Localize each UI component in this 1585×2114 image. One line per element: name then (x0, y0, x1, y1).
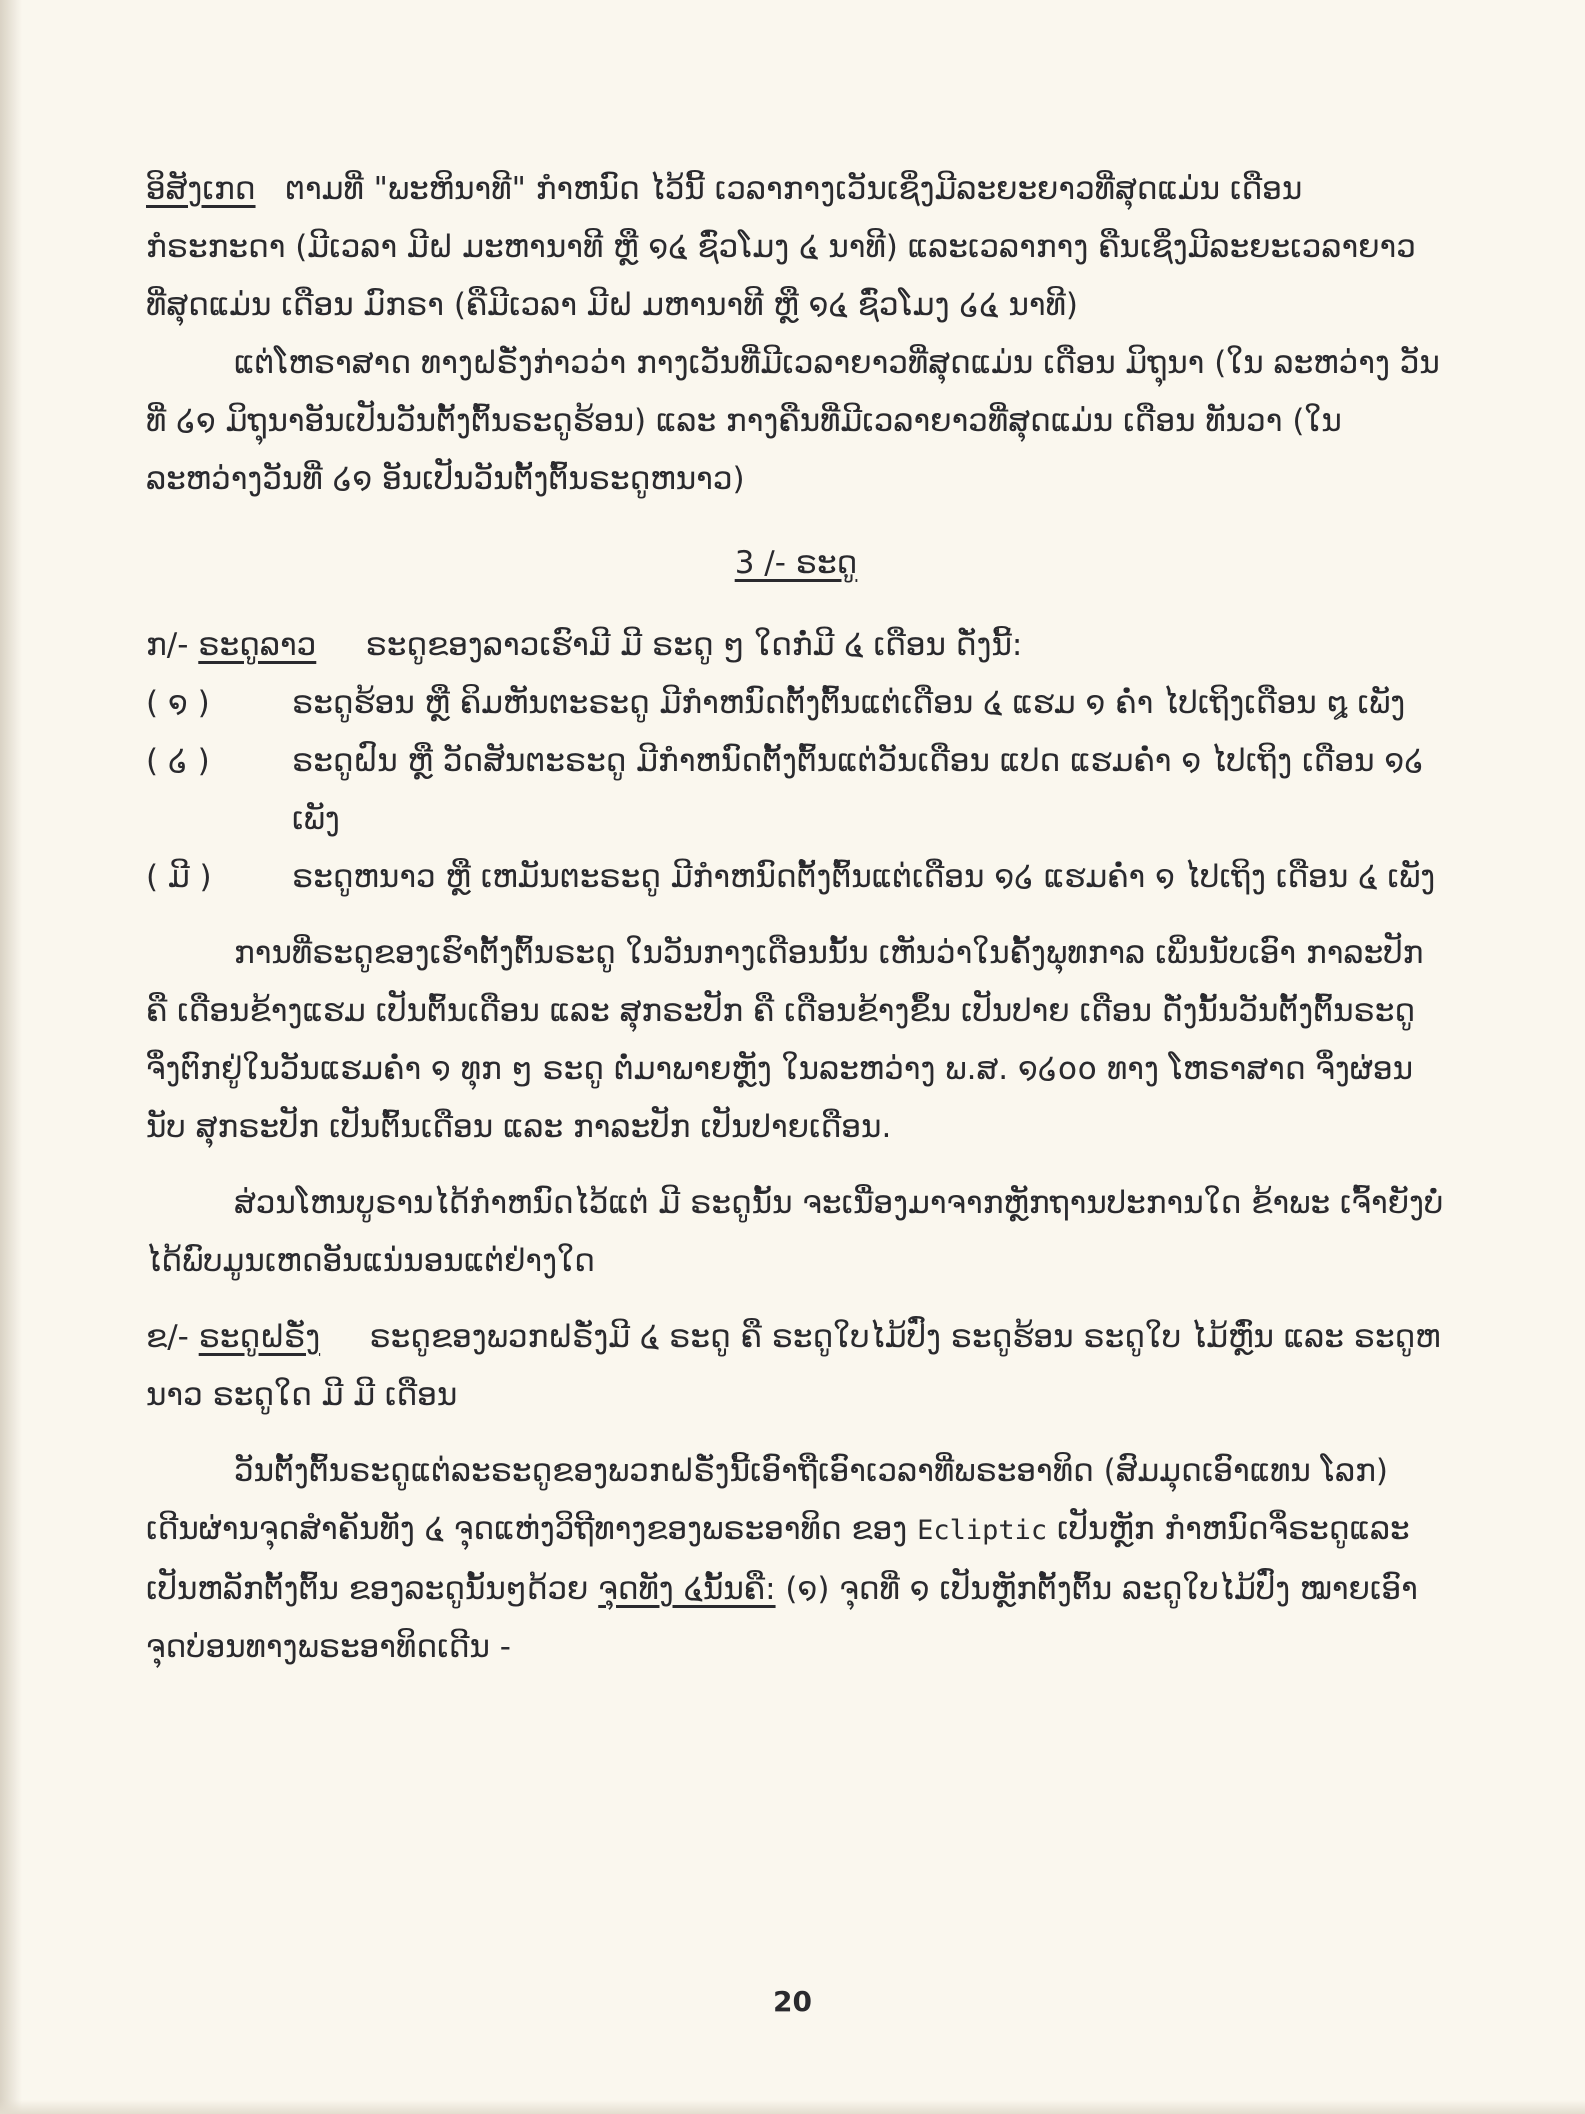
subsection-b-label: ຂ/- (146, 1319, 189, 1355)
subsection-lao-seasons (146, 616, 1446, 674)
ecliptic-term: Ecliptic (917, 1515, 1048, 1546)
ecliptic-text-part2: ເປັນຫຼັກ ກໍາຫນົດຈຶ່ຣະດູແລະເປັນຫລັກຕັ້ງຕົ້ນ ຂອງລະດູນັ້ນໆດ້ວຍ (146, 1511, 1410, 1607)
subsection-b-heading: ຣະດູຝຣັ່ງ (198, 1319, 321, 1355)
paragraph-ancient-origin: ສ່ວນໂຫນບູຣານໄດ້ກໍາຫນົດໄວ້ແຕ່ ມີ ຣະດູນັ້ນ ຈະເນື່ອງມາຈາກຫຼັກຖານປະການໃດ ຂ້າພະ ເຈົ້າຍັງບໍ່ໄດ້ພົບມູນເຫດອັນແນ່ນອນແຕ່ຢ່າງໃດ (146, 1185, 1444, 1279)
subsection-a-label: ກ/- (146, 627, 189, 663)
list-item (146, 732, 1446, 848)
list-item (146, 848, 1446, 906)
page-bottom-shadow (0, 2100, 1585, 2114)
page-number: 20 (773, 1985, 812, 2018)
subsection-a-text: ຣະດູຂອງລາວເຮົາມີ ມີ ຣະດູ ໆ ໃດກໍ່ມີ ໔ ເດືອນ ດັ່ງນີ້: (365, 627, 1023, 663)
ecliptic-text-part1: ວັນຕັ້ງຕົ້ນຣະດູແຕ່ລະຣະດູຂອງພວກຝຣັ່ງນີ້ເອົາຖືເອົາເວລາທີ່ພຣະອາທິດ (ສົມມຸດເອົາແທນ ໂລກ) ເດີນຜ່ານຈຸດສໍາຄັນທັງ ໔ ຈຸດແຫ່ງວິຖີທາງຂອງພຣະອາທິດ ຂອງ (146, 1453, 1388, 1547)
paragraph-season-start: ການທີ່ຣະດູຂອງເຮົາຕັ້ງຕົ້ນຣະດູ ໃນວັນກາງເດືອນນັ້ນ ເຫັນວ່າໃນຄັ້ງພຸທກາລ ເພິ່ນນັບເອົາ ກາລະປັກ ຄື ເດືອນຂ້າງແຮມ ເປັນຕົ້ນເດືອນ ແລະ ສຸກຣະປັກ ຄື ເດືອນຂ້າງຂຶ້ນ ເປັນປາຍ ເດືອນ ດັ່ງນັ້ນວັນຕັ້ງຕົ້ນຣະດູຈຶ່ງຕົກຢູ່ໃນວັນແຮມຄໍ່າ ໑ ທຸກ ໆ ຣະດູ ຕໍ່ມາພາຍຫຼັງ ໃນລະຫວ່າງ ພ.ສ. ໑໒໐໐ ທາງ ໂຫຣາສາດ ຈຶ່ງຜ່ອນນັບ ສຸກຣະປັກ ເປັນຕົ້ນເດືອນ ແລະ ກາລະປັກ ເປັນປາຍເດືອນ. (146, 935, 1424, 1145)
document-body (146, 160, 1446, 1676)
subsection-western-seasons (146, 1308, 1446, 1424)
observation-text: ຕາມທີ່ "ພະຫິນາທີ" ກໍາຫນົດ ໄວ້ນີ້ ເວລາກາງເວັນເຊິ່ງມີລະຍະຍາວທີ່ສຸດແມ່ນ ເດືອນ ກໍຣະກະດາ (ມີເວລາ ມີຝ ມະຫານາທີ ຫຼື ໑໔ ຊົ່ວໂມງ ໔ ນາທີ) ແລະເວລາກາງ ຄືນເຊິ່ງມີລະຍະເວລາຍາວທີ່ສຸດແມ່ນ ເດືອນ ມົກຣາ (ຄືມີເວລາ ມີຝ ມຫານາທີ ຫຼື ໑໔ ຊົ່ວໂມງ ໒໔ ນາທີ) (146, 171, 1416, 323)
list-item-text: ຣະດູຝົນ ຫຼື ວັດສັນຕະຣະດູ ມີກໍາຫນົດຕັ້ງຕົ້ນແຕ່ວັນເດືອນ ແປດ ແຮມຄໍ່າ ໑ ໄປເຖິງ ເດືອນ ໑໒ ເພັງ (292, 743, 1425, 837)
list-item-number: ( ໑ ) (146, 685, 210, 721)
ecliptic-text-part3: (໑) ຈຸດທີ່ ໑ ເປັນຫຼັກຕັ້ງຕົ້ນ ລະດູໃບໄມ້ປົ່ງ ໝາຍເອົາຈຸດບ່ອນທາງພຣະອາທິດເດີນ - (146, 1571, 1418, 1665)
list-item-number: ( ມີ ) (146, 859, 212, 895)
list-item (146, 674, 1446, 732)
paragraph-western-astrology: ແຕ່ໂຫຣາສາດ ທາງຝຣັ່ງກ່າວວ່າ ກາງເວັນທີ່ມີເວລາຍາວທີ່ສຸດແມ່ນ ເດືອນ ມິຖຸນາ (ໃນ ລະຫວ່າງ ວັນທີ່ ໒໑ ມິຖຸນາອັນເປັນວັນຕັ້ງຕົ້ນຣະດູຮ້ອນ) ແລະ ກາງຄືນທີ່ມີເວລາຍາວທີ່ສຸດແມ່ນ ເດືອນ ທັນວາ (ໃນລະຫວ່າງວັນທີ່ ໒໑ ອັນເປັນວັນຕັ້ງຕົ້ນຣະດູຫນາວ) (146, 345, 1440, 497)
paragraph-ecliptic (146, 1442, 1446, 1676)
list-item-number: ( ໒ ) (146, 743, 210, 779)
list-item-text: ຣະດູຫນາວ ຫຼື ເຫມັນຕະຣະດູ ມີກໍາຫນົດຕັ້ງຕົ້ນແຕ່ເດືອນ ໑໒ ແຮມຄໍ່າ ໑ ໄປເຖິງ ເດືອນ ໔ ເພັງ (292, 859, 1436, 895)
ecliptic-points-label: ຈຸດທັງ ໔ນັ້ນຄື: (598, 1571, 776, 1607)
section-heading-text: 3 /- ຣະດູ (734, 545, 858, 581)
page-edge-shadow (0, 0, 22, 2114)
subsection-a-heading: ຣະດູລາວ (198, 627, 317, 663)
paragraph-observation (146, 160, 1446, 334)
observation-label: ອິສັງເກດ (146, 171, 256, 207)
list-item-text: ຣະດູຮ້ອນ ຫຼື ຄິມຫັນຕະຣະດູ ມີກໍາຫນົດຕັ້ງຕົ້ນແຕ່ເດືອນ ໔ ແຮມ ໑ ຄໍ່າ ໄປເຖິງເດືອນ ໘ ເພັງ (292, 685, 1406, 721)
section-heading (146, 534, 1446, 592)
subsection-b-text: ຣະດູຂອງພວກຝຣັ່ງມີ ໔ ຣະດູ ຄື ຣະດູໃບໄມ້ປົ່ງ ຣະດູຮ້ອນ ຣະດູໃບ ໄມ້ຫຼົ່ນ ແລະ ຣະດູຫນາວ ຣະດູໃດ ມີ ມີ ເດືອນ (146, 1319, 1441, 1413)
